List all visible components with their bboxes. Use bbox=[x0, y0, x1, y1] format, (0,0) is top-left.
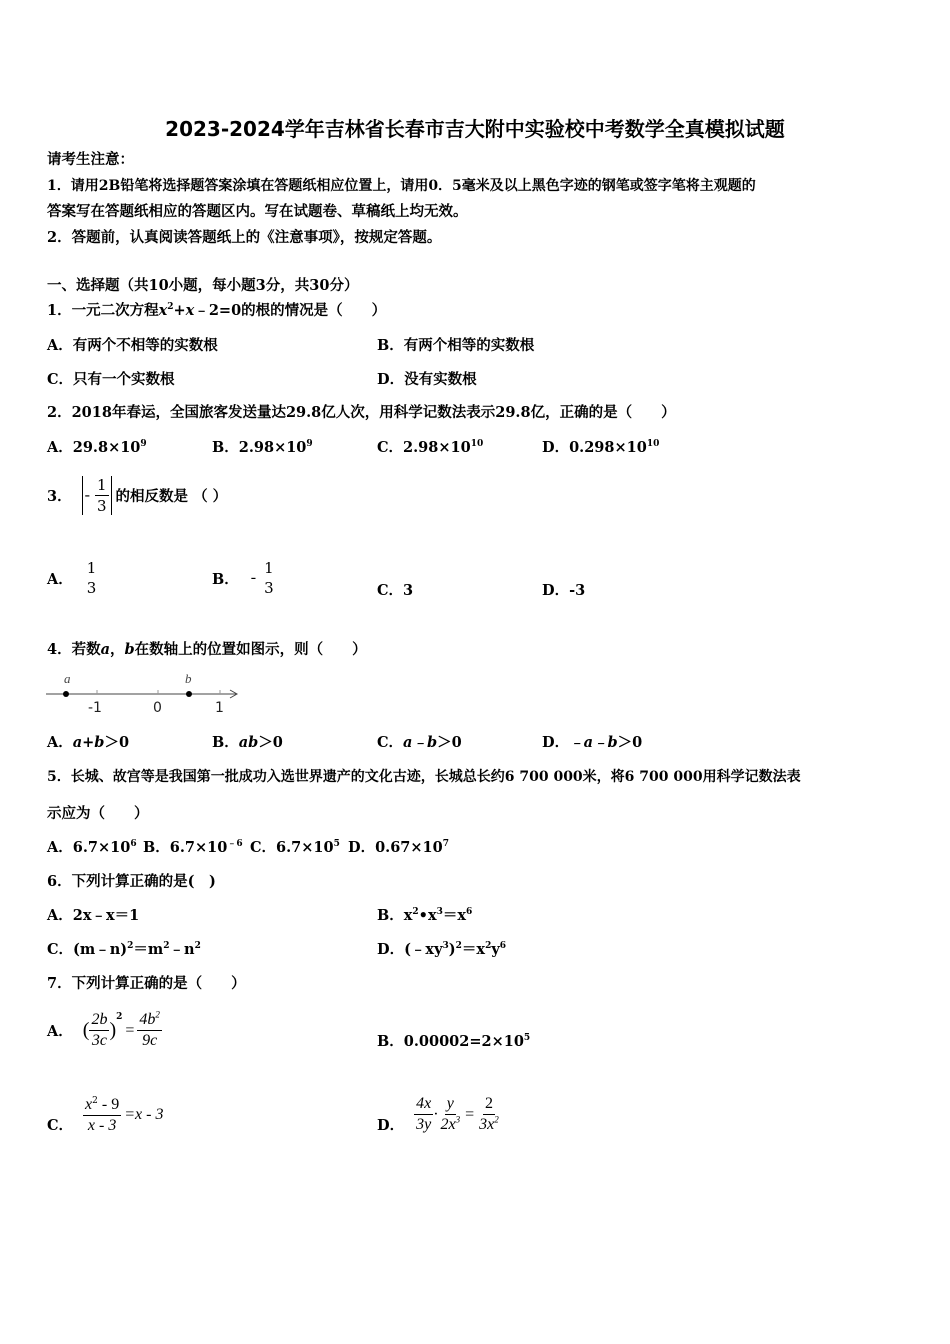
q1-option-c[interactable]: C．只有一个实数根 bbox=[47, 371, 175, 388]
q4-b-rel: ＞0 bbox=[258, 734, 283, 751]
q7-c-numerator-exp: 2 bbox=[92, 1095, 98, 1106]
q7-a-right-denominator: 9c bbox=[142, 1032, 158, 1049]
q4-option-c[interactable] bbox=[377, 734, 462, 752]
q3-option-c[interactable]: C．3 bbox=[377, 582, 414, 599]
question-3-stem bbox=[47, 476, 227, 515]
question-5-stem-line-2: 示应为（ ） bbox=[47, 805, 149, 822]
q6-b-exp-3: 6 bbox=[466, 907, 473, 918]
q1-var-x-2: x bbox=[185, 302, 195, 319]
q6-b-1: B．x bbox=[377, 907, 413, 924]
q7-a-numerator: 2b bbox=[89, 1011, 109, 1031]
q7-d-denominator-2-text: 2x bbox=[440, 1116, 456, 1133]
q2-a-exp: 9 bbox=[140, 439, 147, 450]
q4-a-label: A． bbox=[47, 734, 73, 751]
q7-option-c[interactable] bbox=[47, 1094, 163, 1135]
q7-d-denominator-3 bbox=[477, 1115, 501, 1134]
q5-d-exp: 7 bbox=[442, 839, 449, 850]
q1-plus: + bbox=[173, 302, 186, 319]
page-title: 2023-2024学年吉林省长春市吉大附中实验校中考数学全真模拟试题 bbox=[165, 117, 785, 141]
q2-c-exp: 10 bbox=[470, 439, 484, 450]
q7-d-numerator-2: y bbox=[445, 1095, 456, 1115]
q7-a-rparen: ) bbox=[109, 1019, 117, 1041]
q6-d-2: ) bbox=[448, 941, 456, 958]
notice-item-1-line-2: 答案写在答题纸相应的答题区内。写在试题卷、草稿纸上均无效。 bbox=[47, 203, 468, 220]
q2-a-text: A．29.8×10 bbox=[47, 439, 141, 456]
q7-d-denominator-3-exp: 2 bbox=[494, 1114, 499, 1125]
q3-b-numerator: 1 bbox=[264, 559, 274, 577]
q6-b-exp-1: 2 bbox=[412, 907, 419, 918]
q7-a-equals: = bbox=[125, 1021, 135, 1039]
q6-d-exp-4: 6 bbox=[499, 941, 507, 952]
q4-comma: ， bbox=[110, 641, 125, 658]
q5-b-exp: ﹣6 bbox=[227, 839, 243, 850]
q7-d-numerator-3: 2 bbox=[483, 1095, 495, 1115]
q7-d-fraction-2 bbox=[439, 1095, 463, 1134]
q5-a-exp: 6 bbox=[130, 839, 137, 850]
q3-option-d[interactable]: D．-3 bbox=[542, 582, 586, 599]
q1-option-b[interactable]: B．有两个相等的实数根 bbox=[377, 337, 535, 354]
q5-d-text: D．0.67×10 bbox=[348, 839, 443, 856]
q3-absolute-value bbox=[82, 476, 112, 515]
q5-a-text: A．6.7×10 bbox=[47, 839, 131, 856]
q7-a-lparen: ( bbox=[82, 1019, 90, 1041]
point-b bbox=[186, 691, 192, 697]
q7-c-numerator-x: x bbox=[85, 1095, 93, 1113]
q3-abs-denominator: 3 bbox=[96, 497, 107, 515]
q4-a-rel: ＞0 bbox=[104, 734, 130, 751]
q1-var-x: x bbox=[158, 302, 168, 319]
q5-option-a[interactable] bbox=[47, 839, 137, 857]
q7-d-denominator-2-exp: 3 bbox=[455, 1114, 461, 1125]
q7-option-d[interactable] bbox=[377, 1094, 501, 1135]
q6-c-exp-3: 2 bbox=[194, 941, 201, 952]
q4-d-expr: ﹣a﹣b bbox=[569, 734, 618, 751]
q4-c-rel: ＞0 bbox=[437, 734, 462, 751]
q7-a-fraction-left bbox=[89, 1011, 109, 1050]
q6-c-3: ﹣n bbox=[169, 941, 195, 958]
q2-option-b[interactable] bbox=[212, 439, 313, 457]
q2-d-text: D．0.298×10 bbox=[542, 439, 647, 456]
q4-d-label: D． bbox=[542, 734, 570, 751]
q6-b-3: ＝x bbox=[442, 907, 467, 924]
point-a bbox=[63, 691, 69, 697]
q6-option-d[interactable] bbox=[377, 941, 506, 959]
q7-a-right-numerator bbox=[137, 1011, 162, 1031]
question-4-suffix: 在数轴上的位置如图示，则（ ） bbox=[134, 641, 367, 658]
q7-a-fraction-right bbox=[137, 1011, 162, 1050]
q4-option-a[interactable] bbox=[47, 734, 129, 752]
q5-option-b[interactable] bbox=[143, 839, 243, 857]
q4-d-rel: ＞0 bbox=[617, 734, 643, 751]
q4-c-expr: a﹣b bbox=[403, 734, 438, 751]
question-4-prefix: 4．若数 bbox=[47, 641, 101, 658]
q6-c-2: ＝m bbox=[133, 941, 164, 958]
q4-option-b[interactable] bbox=[212, 734, 283, 752]
number-line-figure bbox=[40, 668, 250, 718]
q3-a-numerator: 1 bbox=[86, 559, 97, 577]
q7-d-equals: = bbox=[465, 1105, 475, 1123]
q7-d-denominator-2 bbox=[439, 1115, 463, 1134]
q7-d-denominator-1: 3y bbox=[416, 1116, 432, 1133]
question-5-stem-line-1: 5．长城、故宫等是我国第一批成功入选世界遗产的文化古迹，长城总长约6 700 000米，将6 700 000用科学记数法表 bbox=[47, 769, 801, 785]
q7-a-denominator: 3c bbox=[91, 1032, 107, 1049]
label-a: a bbox=[64, 671, 71, 686]
question-6-stem: 6．下列计算正确的是( ) bbox=[47, 873, 216, 890]
q6-d-exp-3: 2 bbox=[485, 941, 492, 952]
q2-d-exp: 10 bbox=[646, 439, 660, 450]
q7-c-numerator-rest: - 9 bbox=[97, 1095, 120, 1113]
notice-item-1-line-1: 1．请用2B铅笔将选择题答案涂填在答题纸相应位置上，请用0．5毫米及以上黑色字迹的钢笔或签字笔将主观题的 bbox=[47, 178, 756, 194]
q7-c-denominator: x - 3 bbox=[87, 1116, 117, 1134]
question-3-number: 3． bbox=[47, 488, 72, 505]
q3-b-denominator: 3 bbox=[264, 579, 274, 597]
q7-d-dot: · bbox=[433, 1105, 439, 1123]
q7-b-text: B．0.00002=2×10 bbox=[377, 1033, 524, 1050]
q1-option-d[interactable]: D．没有实数根 bbox=[377, 371, 477, 388]
q6-b-exp-2: 3 bbox=[436, 907, 443, 918]
question-4-stem bbox=[47, 641, 367, 659]
q3-abs-fraction bbox=[95, 476, 109, 515]
q6-c-1: C．(m﹣n) bbox=[47, 941, 128, 958]
q6-option-c[interactable] bbox=[47, 941, 201, 959]
q1-option-a[interactable]: A．有两个不相等的实数根 bbox=[47, 337, 218, 354]
q7-a-right-numerator-exp: 2 bbox=[155, 1009, 160, 1020]
q4-a-expr: a+b bbox=[72, 734, 105, 751]
q5-b-text: B．6.7×10 bbox=[143, 839, 228, 856]
q7-c-fraction bbox=[83, 1095, 121, 1135]
notice-heading: 请考生注意： bbox=[47, 151, 134, 168]
q7-option-b[interactable] bbox=[377, 1033, 530, 1051]
q7-d-fraction-3 bbox=[477, 1095, 501, 1134]
q4-c-label: C． bbox=[377, 734, 404, 751]
question-3-suffix: 的相反数是 （ ） bbox=[115, 488, 228, 505]
question-2-stem: 2．2018年春运，全国旅客发送量达29.8亿人次，用科学记数法表示29.8亿，正确的是（ ） bbox=[47, 404, 676, 421]
q4-b-expr: ab bbox=[238, 734, 259, 751]
q3-b-sign: - bbox=[250, 569, 257, 586]
q6-d-exp-1: 3 bbox=[442, 941, 449, 952]
q6-d-1: D．(﹣xy bbox=[377, 941, 443, 958]
q7-d-numerator-1: 4x bbox=[414, 1095, 433, 1115]
q3-option-a[interactable] bbox=[47, 559, 98, 597]
question-1-stem bbox=[47, 302, 386, 320]
q7-a-label: A． bbox=[47, 1023, 73, 1040]
q7-d-denominator-3-text: 3x bbox=[479, 1116, 495, 1133]
q5-option-c[interactable] bbox=[250, 839, 340, 857]
q7-d-fraction-1 bbox=[414, 1095, 433, 1134]
question-1-suffix: 的根的情况是（ ） bbox=[241, 302, 387, 319]
question-1-prefix: 1．一元二次方程 bbox=[47, 302, 159, 319]
q2-b-exp: 9 bbox=[306, 439, 313, 450]
q7-c-rhs: =x - 3 bbox=[124, 1105, 164, 1123]
label-b: b bbox=[185, 671, 192, 686]
q6-option-b[interactable] bbox=[377, 907, 472, 925]
q4-var-b: b bbox=[124, 641, 135, 658]
q3-b-label: B． bbox=[212, 570, 239, 588]
q1-eq-tail: ﹣2=0 bbox=[194, 302, 242, 319]
notice-item-2: 2．答题前，认真阅读答题纸上的《注意事项》，按规定答题。 bbox=[47, 229, 442, 246]
q7-a-right-numerator-text: 4b bbox=[139, 1011, 156, 1028]
label-minus-1: -1 bbox=[88, 700, 102, 716]
q7-option-a[interactable]: A． ( $\frac{2b}{3c}$ ) 2 = $\frac{4b^2}{9c}$ bbox=[47, 1009, 160, 1049]
q5-option-d[interactable] bbox=[348, 839, 449, 857]
q7-c-label: C． bbox=[47, 1117, 74, 1134]
label-one: 1 bbox=[215, 700, 224, 716]
question-7-stem: 7．下列计算正确的是（ ） bbox=[47, 975, 246, 992]
q5-c-exp: 5 bbox=[333, 839, 340, 850]
q6-c-exp-1: 2 bbox=[127, 941, 134, 952]
q2-c-text: C．2.98×10 bbox=[377, 439, 471, 456]
q4-option-d[interactable] bbox=[542, 734, 642, 752]
q4-b-label: B． bbox=[212, 734, 239, 751]
q2-option-c[interactable] bbox=[377, 439, 483, 457]
q3-abs-sign: - bbox=[84, 486, 90, 504]
q4-var-a: a bbox=[100, 641, 110, 658]
q7-b-exp: 5 bbox=[523, 1033, 531, 1044]
q5-c-text: C．6.7×10 bbox=[250, 839, 334, 856]
q3-abs-numerator: 1 bbox=[96, 476, 107, 494]
q6-option-a[interactable]: A．2x﹣x＝1 bbox=[47, 907, 140, 924]
q2-option-d[interactable] bbox=[542, 439, 659, 457]
label-zero: 0 bbox=[153, 700, 162, 716]
q3-a-label: A． bbox=[47, 570, 73, 588]
q2-option-a[interactable] bbox=[47, 439, 147, 457]
section-heading: 一、选择题（共10小题，每小题3分，共30分） bbox=[47, 277, 359, 294]
q2-b-text: B．2.98×10 bbox=[212, 439, 307, 456]
q3-option-b[interactable] bbox=[212, 559, 276, 597]
q6-d-4: y bbox=[491, 941, 500, 958]
q3-b-fraction bbox=[262, 559, 276, 597]
q6-c-exp-2: 2 bbox=[163, 941, 170, 952]
q6-d-3: ＝x bbox=[461, 941, 486, 958]
q1-exp: 2 bbox=[167, 302, 174, 313]
q3-a-fraction bbox=[85, 559, 99, 597]
q6-d-exp-2: 2 bbox=[455, 941, 462, 952]
q7-c-numerator bbox=[83, 1095, 121, 1116]
q7-d-label: D． bbox=[377, 1117, 405, 1134]
q6-b-2: •x bbox=[418, 907, 437, 924]
q3-a-denominator: 3 bbox=[86, 579, 97, 597]
